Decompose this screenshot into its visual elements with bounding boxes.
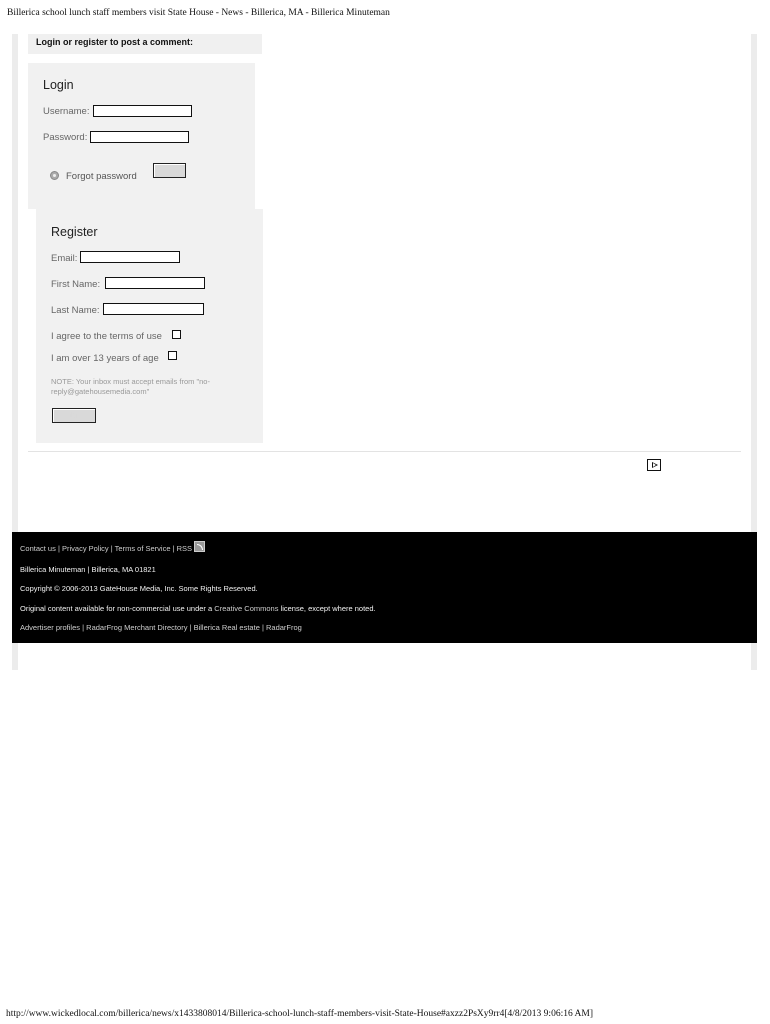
username-input[interactable] — [93, 105, 192, 117]
submit-button-label: Submit — [61, 411, 87, 420]
submit-button[interactable] — [52, 408, 96, 423]
password-label: Password: — [43, 132, 88, 143]
email-input[interactable] — [80, 251, 180, 263]
terms-label: I agree to the terms of use — [51, 331, 162, 342]
last-name-label: Last Name: — [51, 305, 100, 316]
gear-icon — [50, 171, 59, 180]
email-label: Email: — [51, 253, 78, 264]
terms-of-service-link[interactable]: Terms of Service — [114, 544, 171, 553]
first-name-label: First Name: — [51, 279, 101, 290]
content-divider — [28, 451, 741, 452]
separator: | — [80, 623, 87, 632]
print-header: Billerica school lunch staff members visit State House - News - Billerica, MA - Billerica Minuteman — [7, 8, 390, 18]
rss-link[interactable]: RSS — [176, 544, 193, 553]
login-form — [28, 63, 255, 209]
radarfrog-link[interactable]: RadarFrog — [265, 623, 302, 632]
creative-commons-link[interactable]: Creative Commons — [214, 604, 279, 613]
login-button-label: Login — [159, 166, 180, 175]
footer-links — [20, 541, 205, 553]
separator: | — [187, 623, 194, 632]
contact-us-link[interactable]: Contact us — [20, 544, 56, 553]
terms-checkbox[interactable] — [172, 330, 181, 339]
login-title: Login — [43, 78, 74, 92]
register-title: Register — [51, 225, 98, 239]
footer-location: Billerica Minuteman | Billerica, MA 01821 — [20, 565, 156, 574]
email-note: NOTE: Your inbox must accept emails from "no-reply@gatehousemedia.com" — [51, 377, 210, 396]
license-prefix: Original content available for non-commercial use under a — [20, 604, 215, 613]
footer-bottom-links — [20, 623, 302, 632]
print-footer: http://www.wickedlocal.com/billerica/news/x1433808014/Billerica-school-lunch-staff-members-visit-State-House#axzz2PsXy9rr4[4/8/2013 9:06:16 AM] — [6, 1009, 594, 1019]
separator: | — [259, 623, 266, 632]
separator: | — [55, 544, 62, 553]
footer-license — [20, 604, 376, 613]
age-checkbox[interactable] — [168, 351, 177, 360]
forgot-password-link[interactable]: Forgot password — [66, 171, 137, 182]
first-name-input[interactable] — [105, 277, 205, 289]
rss-icon[interactable] — [194, 541, 205, 552]
last-name-input[interactable] — [103, 303, 204, 315]
ad-choices-icon[interactable] — [647, 459, 661, 471]
merchant-directory-link[interactable]: RadarFrog Merchant Directory — [86, 623, 188, 632]
separator: | — [170, 544, 177, 553]
advertiser-profiles-link[interactable]: Advertiser profiles — [20, 623, 81, 632]
real-estate-link[interactable]: Billerica Real estate — [193, 623, 260, 632]
username-label: Username: — [43, 106, 90, 117]
privacy-policy-link[interactable]: Privacy Policy — [61, 544, 109, 553]
login-button[interactable] — [153, 163, 186, 178]
license-suffix: license, except where noted. — [278, 604, 376, 613]
site-footer — [12, 532, 757, 643]
comment-heading: Login or register to post a comment: — [28, 34, 262, 54]
password-input[interactable] — [90, 131, 189, 143]
separator: | — [108, 544, 115, 553]
footer-copyright: Copyright © 2006-2013 GateHouse Media, Inc. Some Rights Reserved. — [20, 584, 258, 593]
age-label: I am over 13 years of age — [51, 353, 159, 364]
register-form — [36, 209, 263, 443]
